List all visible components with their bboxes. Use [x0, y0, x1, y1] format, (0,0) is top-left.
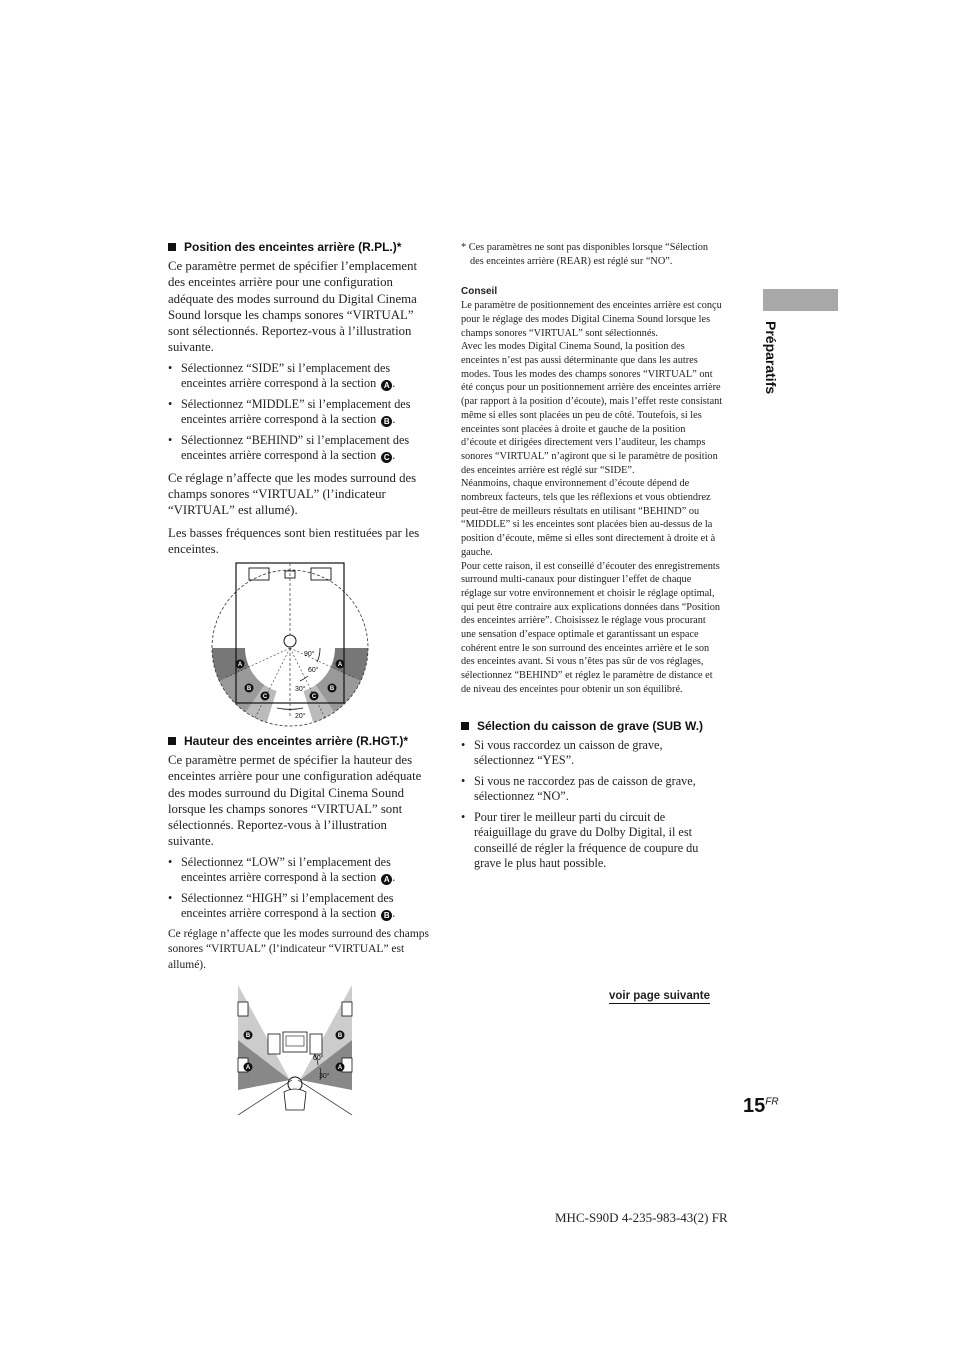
angle-label: 60°: [308, 667, 319, 674]
section-intro: Ce paramètre permet de spécifier la hauteur des enceintes arrière pour une configuration adéquate des modes surround du Digital Cinema Sound lorsque les champs sonores “VIRTUAL” sont sélectionnés. Reportez-vous à l’illustration suivante.: [168, 753, 422, 849]
section-marker: B: [329, 686, 335, 692]
section-marker: A: [337, 662, 343, 668]
page-number: $15^{FR}$: [743, 1095, 779, 1117]
list-item: • Sélectionnez “HIGH” si l’emplacement des enceintes arrière correspond à la section B .: [168, 891, 430, 922]
angle-label: 60°: [313, 1055, 324, 1062]
bullet-list: [461, 738, 723, 872]
section-marker: A: [237, 662, 243, 668]
angle-label: 30°: [295, 686, 306, 693]
list-item: • Pour tirer le meilleur parti du circuit de réaiguillage du grave du Dolby Digital, il est conseillé de régler la fréquence de coupure du grave le plus haut possible.: [461, 810, 723, 872]
next-page-link[interactable]: voir page suivante: [609, 990, 710, 1002]
side-section-title: Préparatifs: [763, 321, 779, 395]
paragraph: Ce réglage n’affecte que les modes surround des champs sonores “VIRTUAL” (l’indicateur “VIRTUAL” est allumé).: [168, 470, 417, 518]
section-marker: A: [337, 1065, 343, 1071]
section-marker: B: [337, 1033, 343, 1039]
angle-label: 30°: [319, 1073, 330, 1080]
list-item: • Sélectionnez “MIDDLE” si l’emplacement des enceintes arrière correspond à la section B .: [168, 397, 430, 428]
angle-label: 20°: [295, 713, 306, 720]
list-item: • Sélectionnez “LOW” si l’emplacement des enceintes arrière correspond à la section A .: [168, 855, 430, 886]
section-marker: A: [245, 1065, 251, 1071]
list-item: • Si vous ne raccordez pas de caisson de grave, sélectionnez “NO”.: [461, 774, 723, 805]
footnote: * Ces paramètres ne sont pas disponibles lorsque “Sélection des enceintes arrière (REAR) est réglé sur “NO”.: [461, 242, 709, 267]
list-item: • Sélectionnez “SIDE” si l’emplacement des enceintes arrière correspond à la section A .: [168, 361, 430, 392]
section-marker: B: [381, 910, 392, 921]
speaker-position-diagram: [205, 558, 375, 728]
section-marker: C: [381, 452, 392, 463]
square-bullet-icon: [168, 243, 176, 251]
section-marker: B: [381, 416, 392, 427]
section-marker: C: [311, 694, 317, 700]
square-bullet-icon: [168, 737, 176, 745]
tip-paragraph: Néanmoins, chaque environnement d’écoute dépend de nombreux facteurs, tels que les réflexions et vous obtiendrez peut-être de meilleurs résultats en utilisant “BEHIND” ou “MIDDLE” si les enceintes sont placées bien au-dessus de la position d’écoute, même si elles sont directement à droite et à gauche.: [461, 478, 716, 558]
paragraph: Les basses fréquences sont bien restituées par les enceintes.: [168, 525, 420, 556]
section-marker: B: [245, 1033, 251, 1039]
left-column-lower: [168, 734, 430, 973]
list-item: • Sélectionnez “BEHIND” si l’emplacement des enceintes arrière correspond à la section C .: [168, 433, 430, 464]
list-item: • Si vous raccordez un caisson de grave, sélectionnez “YES”.: [461, 738, 723, 769]
section-marker: A: [381, 874, 392, 885]
tip-title: Conseil: [461, 286, 498, 298]
section-marker: A: [381, 380, 392, 391]
footer-model-code: MHC-S90D 4-235-983-43(2) FR: [555, 1210, 728, 1225]
square-bullet-icon: [461, 722, 469, 730]
paragraph: Ce réglage n’affecte que les modes surround des champs sonores “VIRTUAL” (l’indicateur “VIRTUAL” est allumé).: [168, 927, 430, 971]
left-column: [168, 240, 430, 557]
section-title-rear-height: Hauteur des enceintes arrière (R.HGT.)*: [168, 734, 430, 748]
tip-paragraph: Avec les modes Digital Cinema Sound, la position des enceintes n’est pas aussi déterminante que dans les autres modes. Tous les modes des champs sonores “VIRTUAL” ont été conçus pour un positionnement arrière des enceintes arrière (par rapport à la position d’écoute), mais l’effet reste consistant même si elles sont placées un peu de côté. Toutefois, si les enceintes sont placées à droite et gauche de la position d’écoute et dirigées directement vers l’auditeur, les champs sonores “VIRTUAL” n’agiront que si le paramètre de position des enceintes arrière est réglé sur “SIDE”.: [461, 341, 723, 476]
section-title-subwoofer: Sélection du caisson de grave (SUB W.): [461, 719, 723, 733]
section-marker: C: [262, 694, 268, 700]
tip-paragraph: Le paramètre de positionnement des enceintes arrière est conçu pour le réglage des modes Digital Cinema Sound lorsque les champs sonores “VIRTUAL” sont sélectionnés.: [461, 300, 722, 339]
speaker-height-diagram: [230, 980, 360, 1115]
section-intro: Ce paramètre permet de spécifier l’emplacement des enceintes arrière pour une configuration adéquate des modes surround du Digital Cinema Sound lorsque les champs sonores “VIRTUAL” sont sélectionnés. Reportez-vous à l’illustration suivante.: [168, 259, 418, 355]
bullet-list: [168, 855, 430, 922]
section-title-rear-position: Position des enceintes arrière (R.PL.)*: [168, 240, 430, 254]
angle-label: 90°: [304, 651, 315, 658]
tip-paragraph: Pour cette raison, il est conseillé d’écouter des enregistrements surround multi-canaux pour distinguer l’effet de chaque réglage sur votre environnement et choisir le réglage optimal, qui peut être contraire aux explications données dans “Position des enceintes arrière”. Choisissez le réglage vous procurant une sensation d’espace optimale et garantissant un espace cohérent entre le son surround des enceintes arrière et le son des enceintes avant. Si vous n’êtes pas sûr de vos réglages, sélectionnez “BEHIND” et réglez le paramètre de distance et de niveau des enceintes pour obtenir un son équilibré.: [461, 560, 721, 695]
section-marker: B: [246, 686, 252, 692]
section-tab: [763, 289, 838, 311]
bullet-list: [168, 361, 430, 464]
right-column: [461, 241, 723, 872]
